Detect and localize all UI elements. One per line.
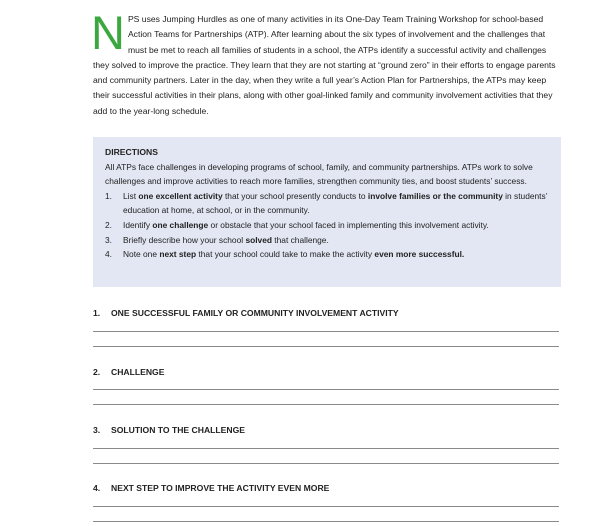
section-title: 1. ONE SUCCESSFUL FAMILY OR COMMUNITY INVOLVEMENT ACTIVITY [93, 308, 399, 318]
direction-step [105, 189, 549, 218]
step-number: 1. [105, 190, 112, 201]
step-number: 3. [105, 234, 112, 245]
step-text: List one excellent activity that your school presently conducts to involve families or the community in students’ education at home, at school, or in the community. [123, 190, 548, 216]
step-number: 4. [105, 249, 112, 260]
section-next-step [93, 483, 559, 495]
section-solution [93, 425, 559, 437]
answer-line[interactable] [93, 463, 559, 464]
direction-step [105, 247, 549, 262]
answer-line[interactable] [93, 389, 559, 390]
step-text: Identify one challenge or obstacle that your school faced in implementing this involvement activity. [123, 219, 489, 230]
section-title: 4. NEXT STEP TO IMPROVE THE ACTIVITY EVEN MORE [93, 483, 330, 493]
step-text: Note one next step that your school could take to make the activity even more successful. [123, 249, 465, 260]
directions-title: DIRECTIONS [105, 147, 158, 157]
section-activity [93, 308, 559, 320]
direction-step [105, 218, 549, 233]
directions-steps [105, 189, 549, 262]
intro-paragraph [91, 6, 561, 119]
answer-line[interactable] [93, 404, 559, 405]
answer-line[interactable] [93, 346, 559, 347]
step-text: Briefly describe how your school solved that challenge. [123, 234, 329, 245]
answer-line[interactable] [93, 331, 559, 332]
drop-cap: N [91, 6, 125, 59]
answer-line[interactable] [93, 521, 559, 522]
directions-body: All ATPs face challenges in developing programs of school, family, and community partnerships. ATPs work to solve challenges and improve activities to reach more families, strengthen community ties, and boost students’ success. [105, 161, 533, 187]
section-title: 2. CHALLENGE [93, 367, 165, 377]
step-number: 2. [105, 219, 112, 230]
section-challenge [93, 367, 559, 379]
intro-text: PS uses Jumping Hurdles as one of many activities in its One-Day Team Training Workshop for school-based Action Teams for Partnerships (ATP). After learning about the six types of involvement and the challenges that must be met to reach all families of students in a school, the ATPs identify a successful activity and challenges they solved to improve the practice. They learn that they are not starting at “ground zero” in their efforts to engage parents and community partners. Later in the day, when they write a full year’s Action Plan for Partnerships, the ATPs may keep their successful activities in their plans, along with other goal-linked family and community involvement activities that they add to the year-long schedule. [93, 14, 556, 116]
directions-box [93, 137, 561, 287]
answer-line[interactable] [93, 448, 559, 449]
answer-line[interactable] [93, 506, 559, 507]
direction-step [105, 233, 549, 248]
section-title: 3. SOLUTION TO THE CHALLENGE [93, 425, 246, 435]
